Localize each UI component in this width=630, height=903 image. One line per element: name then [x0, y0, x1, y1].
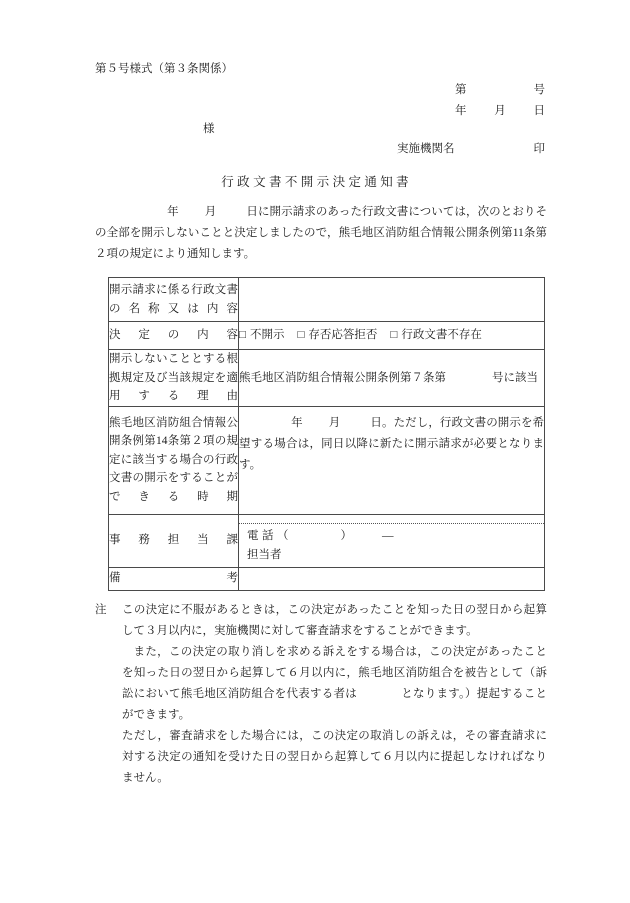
- row-label-remarks: 備考: [109, 567, 239, 590]
- period-month: 月: [328, 416, 341, 429]
- notes-marker: 注: [95, 604, 107, 616]
- table-row-decision-content: [109, 322, 545, 350]
- notes-section: [95, 600, 547, 789]
- checkbox-option-nondisclosure[interactable]: □ 不開示: [239, 329, 285, 342]
- table-row-document-name: [109, 278, 545, 322]
- seal-mark-icon: 印: [533, 143, 545, 155]
- table-row-disclosure-period: [109, 406, 545, 514]
- document-number-suffix: 号: [533, 84, 545, 96]
- row-label-disclosure-period: 熊毛地区消防組合情報公開条例第14条第２項の規定に該当する場合の行政文書の開示をすることができる時期: [109, 406, 239, 514]
- table-row-contact-section: [109, 514, 545, 567]
- intro-body: 日に開示請求のあった行政文書については，次のとおりその全部を開示しないことと決定しましたので，熊毛地区消防組合情報公開条例第11条第２項の規定により通知します。: [95, 206, 547, 260]
- intro-year: 年: [167, 206, 179, 218]
- addressee-honorific: 様: [203, 123, 215, 135]
- row-value-remarks[interactable]: [239, 567, 545, 590]
- telephone-open-paren: （: [277, 529, 289, 542]
- row-value-contact-section: [239, 514, 545, 567]
- telephone-close-paren: ）: [340, 529, 352, 542]
- period-rest: 日。ただし，行政文書の開示を希望する場合は，同日以降に新たに開示請求が必要となります。: [239, 416, 545, 471]
- intro-month: 月: [204, 206, 217, 218]
- note-paragraph-2: [122, 642, 547, 726]
- document-number-prefix: 第: [455, 84, 467, 96]
- checkbox-icon[interactable]: □: [239, 329, 246, 342]
- decision-checkbox-group: [239, 329, 495, 341]
- note-paragraph-3: ただし，審査請求をした場合には，この決定の取消しの訴えは，その審査請求に対する決定の通知を受けた日の翌日から起算して６月以内に提起しなければなりません。: [122, 730, 547, 784]
- telephone-label: 電話: [247, 529, 277, 542]
- checkbox-option-refusal-to-confirm[interactable]: □ 存否応答拒否: [297, 329, 378, 342]
- note-paragraph-1: この決定に不服があるときは，この決定があったことを知った日の翌日から起算して３月以内に，実施機関に対して審査請求をすることができます。: [122, 604, 547, 637]
- row-label-legal-basis: 開示しないこととする根拠規定及び当該規定を適用する理由: [109, 350, 239, 407]
- table-row-legal-basis: [109, 350, 545, 407]
- row-value-legal-basis[interactable]: [239, 350, 545, 407]
- row-value-document-name[interactable]: [239, 278, 545, 322]
- checkbox-icon[interactable]: □: [297, 329, 305, 342]
- telephone-line: [247, 527, 536, 546]
- person-in-charge-line: 担当者: [247, 548, 282, 561]
- legal-basis-prefix: 熊毛地区消防組合情報公開条例第７条第: [239, 371, 446, 384]
- page-title: 行政文書不開示決定通知書: [221, 175, 413, 189]
- issue-date-year: 年: [455, 105, 467, 117]
- row-label-decision-content: 決定の内容: [109, 322, 239, 350]
- note-paragraph-2-part2: となります。）提起することができます。: [122, 688, 547, 721]
- note-paragraph-2-part1: また，この決定の取り消しを求める訴えをする場合は，この決定があったことを知った日の翌日から起算して６月以内に，熊毛地区消防組合を被告として（訴訟において熊毛地区消防組合を代表する者は: [122, 646, 547, 700]
- row-label-contact-section: 事務担当課: [109, 514, 239, 567]
- row-value-disclosure-period[interactable]: [239, 406, 545, 514]
- issue-date-day: 日: [533, 105, 545, 117]
- row-label-document-name: 開示請求に係る行政文書の名称又は内容: [109, 278, 239, 322]
- form-number: 第５号様式（第３条関係）: [95, 63, 233, 75]
- checkbox-option-document-not-exist[interactable]: □ 行政文書不存在: [390, 329, 482, 342]
- document-number-line: [455, 81, 545, 97]
- row-value-decision-content: [239, 322, 545, 350]
- intro-paragraph: [95, 202, 547, 265]
- checkbox-icon[interactable]: □: [390, 329, 398, 342]
- legal-basis-suffix: 号に該当: [492, 371, 538, 384]
- issue-date-month: 月: [494, 105, 506, 117]
- decision-form-table: [108, 277, 545, 591]
- issuer-line: [397, 140, 545, 156]
- table-row-remarks: [109, 567, 545, 590]
- issuer-label: 実施機関名: [397, 143, 455, 155]
- period-year: 年: [291, 416, 303, 429]
- telephone-dash: ―: [382, 529, 394, 542]
- issue-date-line: [455, 102, 545, 118]
